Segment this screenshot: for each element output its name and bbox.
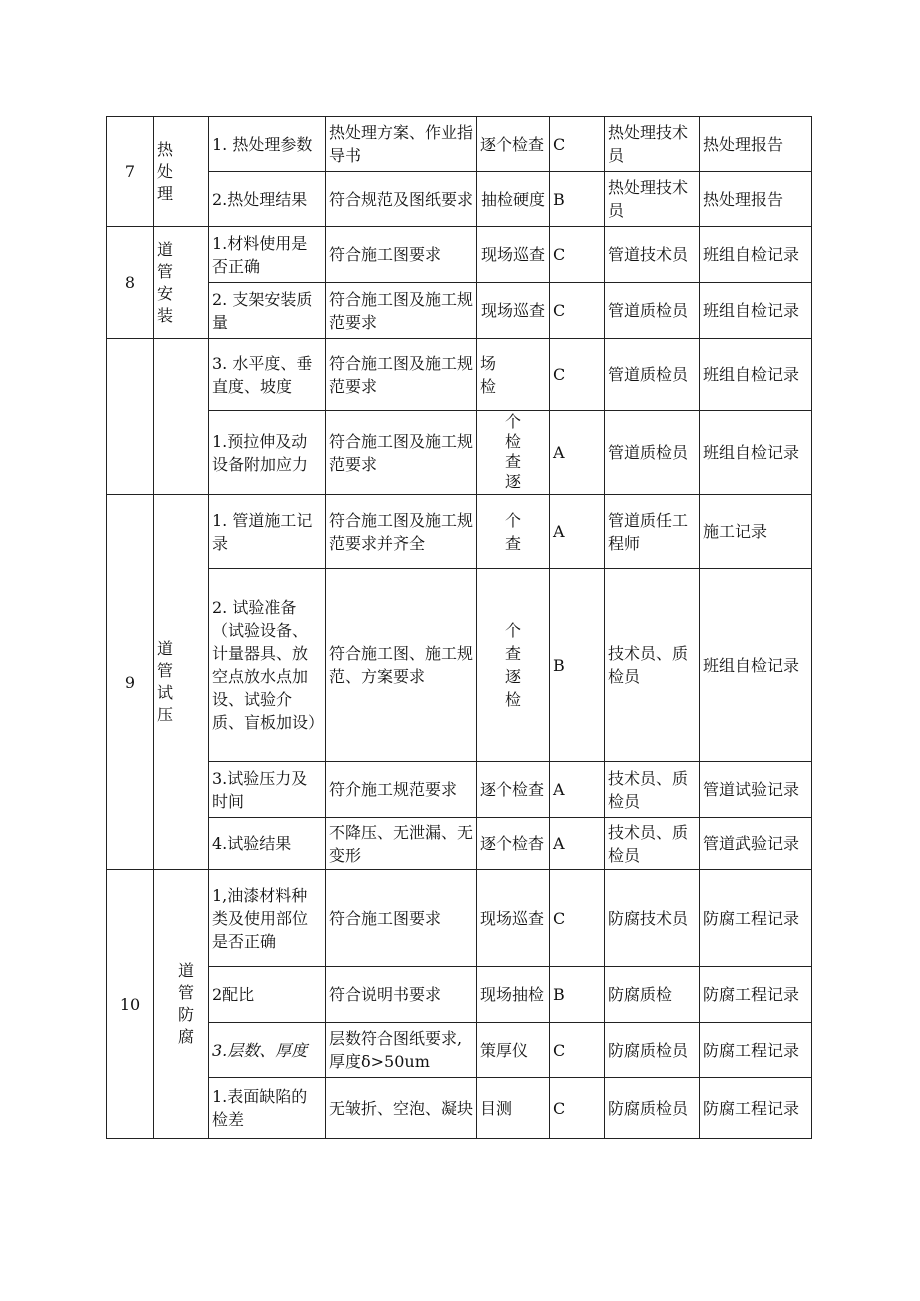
check-item: 2.热处理结果 [209, 172, 326, 227]
check-standard: 符合施工图、施工规范、方案要求 [326, 569, 477, 762]
check-grade: C [550, 1078, 605, 1139]
check-standard: 符合施工图要求 [326, 870, 477, 967]
process-name: 热处理 [154, 117, 209, 227]
check-standard: 不降压、无泄漏、无变形 [326, 818, 477, 870]
table-row [107, 1023, 812, 1078]
check-item: 2. 支架安装质量 [209, 283, 326, 339]
process-name: 道管防腐 [154, 870, 209, 1139]
check-method: 现场抽检 [477, 967, 550, 1023]
check-standard: 无皱折、空泡、凝块 [326, 1078, 477, 1139]
record-name: 施工记录 [700, 495, 812, 569]
check-standard: 符合规范及图纸要求 [326, 172, 477, 227]
record-name: 防腐工程记录 [700, 1078, 812, 1139]
check-method: 个查 [477, 495, 550, 569]
responsible-person: 管道质检员 [605, 283, 700, 339]
check-method: 现场巡查 [477, 227, 550, 283]
table-row [107, 569, 812, 762]
check-method: 抽检硬度 [477, 172, 550, 227]
check-item: 1. 管道施工记录 [209, 495, 326, 569]
row-number: 10 [107, 870, 154, 1139]
record-name: 热处理报告 [700, 172, 812, 227]
responsible-person: 技术员、质检员 [605, 762, 700, 818]
check-standard: 符合施工图及施工规范要求并齐全 [326, 495, 477, 569]
responsible-person: 管道质检员 [605, 339, 700, 411]
record-name: 管道武验记录 [700, 818, 812, 870]
check-method: 场检 [477, 339, 550, 411]
check-grade: C [550, 339, 605, 411]
responsible-person: 管道技术员 [605, 227, 700, 283]
check-grade: A [550, 762, 605, 818]
table-row [107, 870, 812, 967]
check-grade: C [550, 117, 605, 172]
record-name: 班组自检记录 [700, 569, 812, 762]
check-item: 1.材料使用是否正确 [209, 227, 326, 283]
check-item: 2配比 [209, 967, 326, 1023]
record-name: 班组自检记录 [700, 411, 812, 495]
process-name: 道管试压 [154, 495, 209, 870]
row-number: 7 [107, 117, 154, 227]
responsible-person: 管道质任工程师 [605, 495, 700, 569]
inspection-table [106, 116, 812, 1139]
table-row [107, 283, 812, 339]
check-grade: A [550, 495, 605, 569]
check-method: 现场巡查 [477, 870, 550, 967]
check-method: 个检查逐 [477, 411, 550, 495]
check-method: 现场巡查 [477, 283, 550, 339]
check-item: 2. 试验准备（试验设备、计量器具、放空点放水点加设、试验介质、盲板加设） [209, 569, 326, 762]
check-standard: 符介施工规范要求 [326, 762, 477, 818]
check-grade: C [550, 283, 605, 339]
record-name: 管道试验记录 [700, 762, 812, 818]
check-grade: B [550, 967, 605, 1023]
check-item: 1,油漆材料种类及使用部位是否正确 [209, 870, 326, 967]
record-name: 班组自检记录 [700, 283, 812, 339]
check-item: 1. 热处理参数 [209, 117, 326, 172]
check-grade: C [550, 227, 605, 283]
check-item: 3.试验压力及时间 [209, 762, 326, 818]
check-method: 逐个检杳 [477, 818, 550, 870]
responsible-person: 技术员、质检员 [605, 569, 700, 762]
row-number: 9 [107, 495, 154, 870]
check-standard: 符合说明书要求 [326, 967, 477, 1023]
table-row [107, 495, 812, 569]
record-name: 热处理报告 [700, 117, 812, 172]
check-standard: 符合施工图要求 [326, 227, 477, 283]
check-grade: A [550, 411, 605, 495]
responsible-person: 热处理技术员 [605, 172, 700, 227]
check-item: 1.预拉伸及动设备附加应力 [209, 411, 326, 495]
table-row [107, 762, 812, 818]
process-name: 道管安装 [154, 227, 209, 339]
responsible-person: 防腐技术员 [605, 870, 700, 967]
check-method: 个查逐检 [477, 569, 550, 762]
record-name: 班组自检记录 [700, 227, 812, 283]
check-item: 3.层数、厚度 [209, 1023, 326, 1078]
responsible-person: 热处理技术员 [605, 117, 700, 172]
check-method: 目测 [477, 1078, 550, 1139]
record-name: 防腐工程记录 [700, 1023, 812, 1078]
table-row [107, 1078, 812, 1139]
check-standard: 符合施工图及施工规范要求 [326, 411, 477, 495]
row-number: 8 [107, 227, 154, 339]
responsible-person: 技术员、质检员 [605, 818, 700, 870]
responsible-person: 管道质检员 [605, 411, 700, 495]
check-grade: B [550, 172, 605, 227]
check-method: 逐个检查 [477, 762, 550, 818]
table-row [107, 172, 812, 227]
check-standard: 热处理方案、作业指导书 [326, 117, 477, 172]
check-standard: 符合施工图及施工规范要求 [326, 283, 477, 339]
check-standard: 层数符合图纸要求,厚度δ>50um [326, 1023, 477, 1078]
table-row [107, 818, 812, 870]
table-row [107, 967, 812, 1023]
check-method: 逐个检查 [477, 117, 550, 172]
record-name: 防腐工程记录 [700, 967, 812, 1023]
table-row [107, 411, 812, 495]
check-item: 3. 水平度、垂直度、坡度 [209, 339, 326, 411]
responsible-person: 防腐质检 [605, 967, 700, 1023]
responsible-person: 防腐质检员 [605, 1078, 700, 1139]
check-standard: 符合施工图及施工规范要求 [326, 339, 477, 411]
check-grade: C [550, 1023, 605, 1078]
process-name [154, 339, 209, 495]
check-grade: A [550, 818, 605, 870]
record-name: 班组自检记录 [700, 339, 812, 411]
check-item: 4.试验结果 [209, 818, 326, 870]
table-row [107, 227, 812, 283]
row-number [107, 339, 154, 495]
record-name: 防腐工程记录 [700, 870, 812, 967]
check-item: 1.表面缺陷的检差 [209, 1078, 326, 1139]
check-grade: B [550, 569, 605, 762]
check-method: 策厚仪 [477, 1023, 550, 1078]
responsible-person: 防腐质检员 [605, 1023, 700, 1078]
check-grade: C [550, 870, 605, 967]
table-row [107, 339, 812, 411]
table-row [107, 117, 812, 172]
